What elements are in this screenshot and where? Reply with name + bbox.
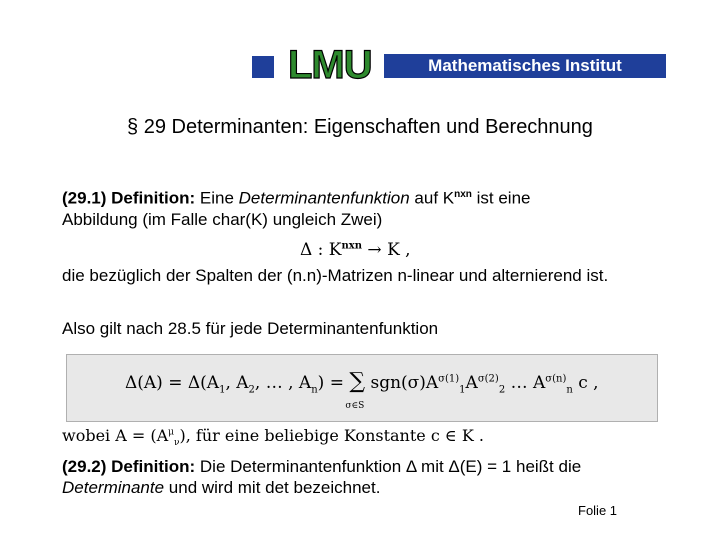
definition-continuation: die bezüglich der Spalten der (n.n)-Matrizen n-linear und alternierend ist. (62, 266, 609, 285)
defined-term: Determinantenfunktion (238, 188, 410, 208)
definition-label: (29.2) Definition: (62, 457, 196, 476)
leibniz-formula: $\Delta(A) = \Delta(A_1$, $A_2$, … , $A_n$) = ∑ σ∈S $sgn(\sigma)A^{\sigma(1)}_1A^{\sigma(2)}_2$ … $A^{\sigma(n)}_n$ c , (125, 369, 599, 411)
logo-square (252, 56, 274, 78)
mapping-formula: Δ : $K^{nxn} \to K$ , (300, 240, 411, 260)
lmu-logo: LMU (288, 43, 372, 87)
wobei-clause: wobei $A = (A^\mu_\nu)$, für eine beliebige Konstante c ∈ K . (62, 426, 484, 449)
also-statement: Also gilt nach 28.5 für jede Determinantenfunktion (62, 319, 439, 338)
determinant-formula-box (66, 354, 658, 422)
definition-29-2: (29.2) Definition: Die Determinantenfunktion Δ mit Δ(E) = 1 heißt die Determinante und wird mit det bezeichnet. (62, 457, 582, 497)
slide-number: Folie 1 (578, 503, 618, 518)
institute-banner: Mathematisches Institut (384, 54, 666, 78)
definition-label: (29.1) Definition: (62, 188, 196, 208)
page-title: § 29 Determinanten: Eigenschaften und Berechnung (127, 116, 593, 138)
definition-29-1: (29.1) Definition: Eine Determinantenfunktion auf $K^{nxn}$ ist eine Abbildung (im Falle char(K) ungleich Zwei) (62, 188, 531, 229)
defined-term: Determinante (62, 478, 165, 497)
sum-symbol: ∑ (349, 369, 366, 394)
